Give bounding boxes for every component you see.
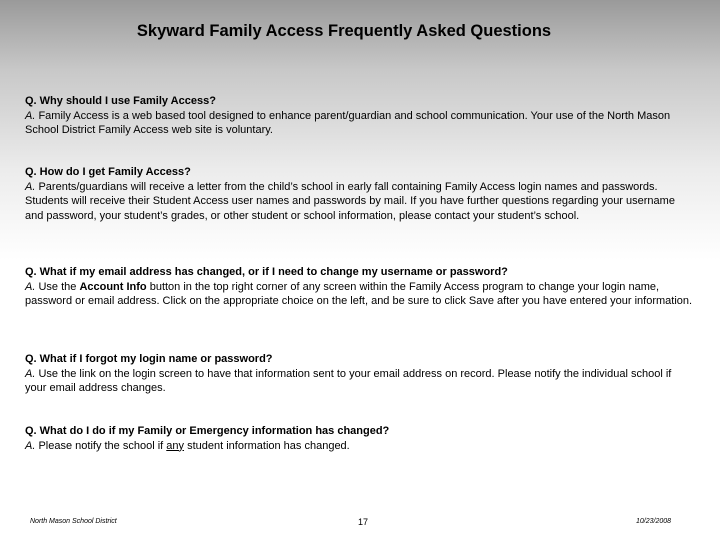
faq-question: Q. What if I forgot my login name or password?: [25, 353, 273, 365]
footer-page-number: 17: [358, 517, 369, 527]
answer-text: button in the top right corner of any screen within the Family Access program to change your login name, password or email address. Click on the appropriate choice on the left, and be sure to click Save after you have entered your information.: [25, 280, 693, 308]
faq-item: [25, 352, 695, 396]
answer-prefix: A.: [25, 109, 36, 122]
footer-date: 10/23/2008: [636, 518, 672, 525]
faq-item: [25, 265, 695, 309]
answer-prefix: A.: [25, 439, 36, 452]
faq-answer: [25, 367, 695, 396]
faq-answer: [25, 180, 695, 224]
any-underlined-text: any: [166, 439, 185, 452]
faq-question: Q. Why should I use Family Access?: [25, 95, 216, 107]
answer-text: Use the link on the login screen to have that information sent to your email address on record. Please notify the individual school if your email address changes.: [25, 367, 672, 395]
page-title: Skyward Family Access Frequently Asked Questions: [136, 22, 552, 40]
answer-prefix: A.: [25, 280, 36, 293]
answer-prefix: A.: [25, 367, 36, 380]
answer-text: student information has changed.: [184, 439, 350, 452]
footer-district: North Mason School District: [30, 518, 117, 525]
account-info-text: Account Info: [79, 280, 147, 293]
faq-item: [25, 424, 695, 453]
faq-question: Q. What if my email address has changed, or if I need to change my username or password?: [25, 266, 508, 278]
answer-prefix: A.: [25, 180, 36, 193]
faq-question: Q. What do I do if my Family or Emergency information has changed?: [25, 425, 390, 437]
faq-item: [25, 165, 695, 223]
answer-text: Use the: [35, 280, 80, 293]
answer-text: Parents/guardians will receive a letter from the child’s school in early fall containing Family Access login names and passwords. Students will receive their Student Access user names and passwords by mail. If you have further questions regarding your username and password, your student’s grades, or other student or school information, please contact your student’s school.: [25, 180, 675, 222]
faq-item: [25, 94, 695, 138]
answer-text: Please notify the school if: [35, 439, 167, 452]
faq-question: Q. How do I get Family Access?: [25, 166, 191, 178]
faq-answer: [25, 439, 695, 454]
faq-answer: [25, 280, 695, 309]
faq-answer: [25, 109, 695, 138]
answer-text: Family Access is a web based tool designed to enhance parent/guardian and school communication. Your use of the North Mason School District Family Access web site is voluntary.: [25, 109, 671, 137]
